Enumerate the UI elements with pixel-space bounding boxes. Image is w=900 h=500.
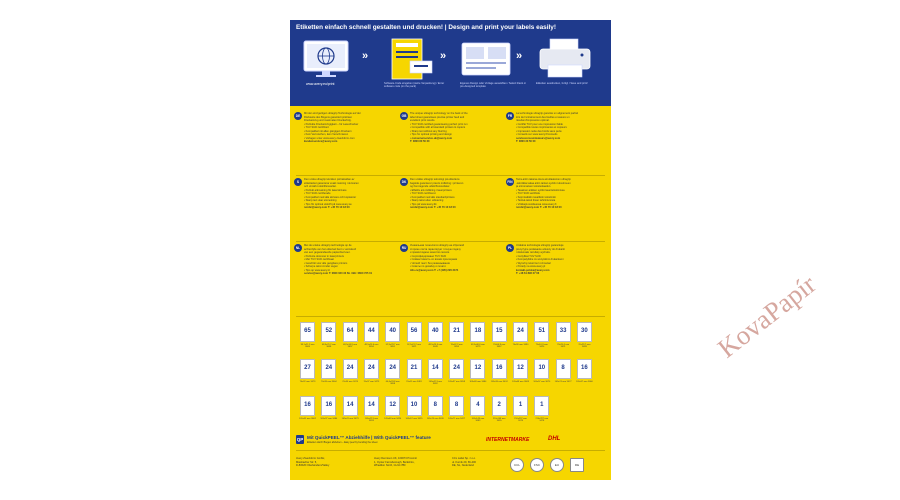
label-size-code: 70x41 mm 3481 (406, 381, 422, 383)
label-size-code: 105x71 mm 3427 (448, 418, 466, 420)
label-size-code: 70x16,9 mm 3420 (535, 344, 548, 348)
label-size-code: 105x37 mm 3660 (575, 381, 593, 383)
label-size-code: 210x297 mm 3478 (514, 418, 527, 422)
label-size-code: 70x42,3 mm 3653 (450, 344, 463, 348)
label-size-code: 70x35 mm 3664 (320, 381, 337, 383)
lang-line: • Impression nette des bords sans perte (516, 129, 562, 133)
label-size-code: 48,5x25,4 mm 3654 (364, 344, 379, 348)
lang-block-fr (506, 112, 608, 172)
lang-line: • Skarp tekst uden udtværing (410, 199, 444, 202)
label-count: 8 (561, 365, 565, 371)
label-size-code: 105x57 mm 3425 (405, 418, 423, 420)
lang-contact: serviceconsommateurs@avery.com (516, 136, 561, 140)
label-count: 56 (410, 328, 418, 334)
label-count: 51 (538, 328, 546, 334)
section-divider (296, 241, 605, 242)
lang-line: • Vorlagen unter www.avery-zweckform.com (304, 136, 355, 140)
language-badge: DK (401, 180, 407, 184)
print-instructions-banner (290, 20, 611, 106)
lang-line: • TÜV SÜD certifierade (304, 192, 331, 195)
label-size-code: 105x42,3 mm 3652 (428, 381, 442, 385)
lang-line: La technologie ultragrip garantie un alignement parfait (516, 112, 579, 115)
footer-line: CCL Label Sp. z o.o. (452, 457, 476, 460)
label-size-code: 105x35 mm 3424 (490, 381, 508, 383)
lang-line: • TÜV SÜD certificeret (410, 192, 436, 195)
label-size-code: 105x37 mm 3659 (448, 381, 466, 383)
label-count: 14 (431, 365, 439, 371)
lang-line: Unikalna technologia ultragrip gwarantuje (516, 244, 564, 247)
internetmarke-logo: INTERNETMARKE (486, 437, 530, 443)
product-label-thumb (470, 359, 485, 379)
label-size-code: 105x42,3 mm 3653 (364, 418, 379, 422)
label-count: 65 (304, 328, 311, 334)
label-count: 40 (389, 328, 397, 334)
label-size-code: 52,5x21,2 mm 3421 (407, 344, 421, 348)
label-count: 1 (540, 402, 544, 408)
label-count: 40 (431, 328, 439, 334)
lang-line: • Wyraźny tekst bez rozmazań (516, 261, 551, 265)
lang-line: och utmärkt utskriftsresultat. (304, 185, 337, 188)
label-count: 12 (474, 365, 482, 371)
step-printer-caption: Etiketten ausdrucken, fertig! / Save and print! (536, 82, 588, 85)
footer-line: Miesbacher Str. 5, (296, 460, 317, 464)
label-size-code: 48,5x25,4 mm 3649 (428, 344, 443, 348)
language-badge: NL (295, 246, 301, 250)
label-count: 12 (517, 365, 524, 371)
monitor-globe-icon (298, 37, 354, 81)
label-size-code: 105x48 mm 3484 (469, 381, 487, 383)
label-count: 14 (368, 402, 375, 408)
label-count: 21 (453, 328, 460, 334)
footer-line: ul. Kurnik 29, 66-400 (452, 460, 476, 464)
lang-line: Rückseite des Bogens garantiert präzisen (304, 115, 353, 119)
lang-line: • Sharp text without any blurring (410, 129, 447, 133)
step-template-caption: Eigenes Design oder Vorlage auswählen / Select blank or pre-designed template (460, 82, 527, 89)
language-badge: PL (507, 246, 513, 250)
label-size-code: 48,5x21,2 mm 3668 (321, 344, 336, 348)
product-label-thumb (556, 322, 571, 342)
label-size-code: 105x57 mm 3670 (533, 381, 551, 383)
lang-block-dk (400, 178, 502, 238)
label-count: 30 (581, 328, 588, 334)
product-label-thumb (385, 322, 400, 342)
lang-line: • Certyfikat TÜV SÜD (516, 254, 541, 258)
lang-block-pl (506, 244, 608, 314)
lang-line: ja erinomaisen tulostuslaadun. (516, 185, 552, 188)
label-size-code: 70x50,8 mm 3667 (493, 344, 506, 348)
lang-line: и превосходное качество печати. (410, 251, 450, 254)
label-size-code: 105x41 mm 3479 (341, 418, 359, 420)
label-count: 16 (581, 365, 588, 371)
footer-line: Whaddon North, GU14 7BF (374, 464, 406, 467)
lang-line: • TÜV SÜD sertifioitu (516, 192, 541, 195)
section-divider (296, 175, 605, 176)
lang-line: • Terävä teksti ilman tahriintumista (516, 199, 556, 202)
language-badge: FIN (507, 180, 513, 184)
lang-line: The unique ultragrip technology on the back of the (410, 112, 468, 115)
label-count: 44 (368, 328, 375, 334)
lang-line: • Чёткий текст без размазывания (410, 261, 450, 265)
lang-line: • Porady na www.avery.pl (516, 265, 546, 268)
lang-line: Met de unieke ultragrip technologie op de (304, 244, 352, 247)
product-label-thumb (428, 396, 443, 416)
lang-contact: info-ru@avery.com T: +7 (495) 226 3474 (410, 268, 459, 272)
arrow-icon: » (362, 50, 369, 62)
lang-line: • Compatible with all standard printers & copiers (410, 126, 466, 129)
ccl-logo: CCL (510, 458, 524, 472)
banner-title: Etiketten einfach schnell gestalten und drucken! | Design and print your labels easily! (296, 24, 556, 31)
lang-line: • Kompatibel mit allen gängigen Druckern (304, 129, 352, 133)
product-label-thumb (343, 396, 358, 416)
lang-contact: kundenservice@avery.com (304, 140, 338, 143)
label-count: 24 (368, 365, 375, 371)
quickpeel-title: Mit QuickPEEL™ Abziehhilfe | With QuickPEEL™ feature (307, 435, 431, 440)
lang-line: • Perfecte doorvoer in laserprinters (304, 254, 344, 258)
lang-line: • Tips på www.avery.dk (410, 202, 437, 206)
language-badge: S (294, 178, 302, 186)
lang-contact: kontakt-polska@avery.com (516, 268, 550, 272)
product-label-thumb (513, 396, 528, 416)
section-divider (296, 450, 605, 451)
label-size-code: 70x32 mm 3479 (299, 381, 316, 383)
product-label-thumb (321, 396, 336, 416)
lang-line: • Kompatybilne ze wszystkimi drukarkami (516, 258, 564, 261)
lang-line: • Perfekte Druckeinzügigkeit – für Laserdrucker (304, 122, 359, 126)
product-label-thumb (364, 396, 379, 416)
eu-ecolabel-logo: EU (550, 458, 564, 472)
product-label-thumb (300, 359, 315, 379)
lang-contact: • consumerservice-uk@avery.com (410, 136, 453, 140)
lang-block-de (294, 112, 396, 172)
lang-line: • Skarp text utan utsmetning (304, 199, 337, 202)
lang-line: excellent print results. (410, 119, 436, 122)
lang-line: og fremragende udskriftsresultater. (410, 185, 451, 188)
lang-line: • Geschikt voor alle gangbare printers (304, 261, 348, 265)
lang-line: стороне листа гарантирует точную подачу (410, 247, 461, 251)
product-label-thumb (364, 359, 379, 379)
product-label-thumb (577, 359, 592, 379)
step-monitor (298, 37, 358, 92)
label-count: 2 (497, 402, 501, 408)
product-label-thumb (449, 396, 464, 416)
lang-contact: service@avery.com T: 0800 020 33 NL / BE: 0800 725 01 (304, 272, 373, 275)
label-size-code: 105x48 mm 3669 (512, 381, 529, 383)
label-size-code: 38,1x21,2 mm 3666 (300, 344, 315, 348)
printer-icon (536, 37, 596, 81)
label-size-code: 64,6x33,8 mm 3658 (385, 381, 400, 385)
product-label-thumb (428, 359, 443, 379)
product-sheet (290, 20, 611, 480)
footer-line: DE, NL, Nederland (452, 464, 474, 467)
label-count: 64 (346, 328, 354, 334)
label-count: 14 (346, 402, 354, 408)
language-badge: GB (401, 114, 407, 118)
template-icon (460, 37, 516, 81)
label-count: 4 (476, 402, 480, 408)
label-count: 16 (325, 402, 333, 408)
quickpeel-subtitle: Etiketten durch Biegen abziehen – Easy peel by bending the sheet (307, 441, 378, 444)
lang-line: • Сертифицировано TÜV SÜD (410, 254, 447, 258)
lang-line: Den unika ultragrip tekniken på baksidan av (304, 178, 355, 181)
product-label-thumb (407, 396, 422, 416)
product-label-thumb (343, 322, 358, 342)
lang-line: label sheet guarantees precise printer feed and (410, 115, 465, 119)
footer-line: Avery Dennison UK, 100073 Proximit (374, 457, 417, 460)
label-size-code: 70x36 mm 3490 (512, 344, 529, 346)
lang-line: i doskonałe rezultaty wydruku. (516, 251, 551, 254)
product-label-thumb (534, 322, 549, 342)
lang-line: • Effektiv ark-indføring i laserprintere (410, 188, 452, 192)
lang-line: -tekniikka takaa arkin tarkan syötön tulostimeen (516, 181, 571, 185)
label-count: 8 (433, 402, 437, 408)
product-label-thumb (385, 359, 400, 379)
label-size-code: 48,5x16,9 mm 3657 (343, 344, 358, 348)
recycling-logo: RE (570, 458, 584, 472)
label-count: 52 (325, 328, 333, 334)
lang-line: etikettarket garanterar exakt matning i skrivaren (304, 181, 359, 185)
label-count: 10 (410, 402, 418, 408)
lang-line: Druckeinzug und maximalen Druckerfolg. (304, 119, 352, 122)
lang-line: • Советы по дизайну и печати (410, 265, 446, 268)
product-label-thumb (470, 322, 485, 342)
label-size-code: 105x48 mm 3424 (384, 418, 402, 420)
label-size-code: 105x148 mm 3483 (471, 418, 485, 422)
product-label-thumb (492, 359, 507, 379)
product-label-thumb (300, 396, 315, 416)
lang-contact: nordic@avery.com T: +45 70 10 18 00 (410, 206, 456, 209)
lang-line: • Conseils sur www.avery.fr/conseils (516, 133, 558, 136)
lang-line: Уникальная технология ultragrip на обратной (410, 244, 465, 247)
lang-line: • Perfekt arkmatning för laserskrivare (304, 188, 347, 192)
lang-line: • Scherpe tekst zonder vegen (304, 265, 338, 268)
lang-line: • Tips op www.avery.nl (304, 268, 330, 272)
lang-line: Mit der einzigartigen ultragrip Technologie auf der (304, 112, 361, 115)
label-count: 16 (495, 365, 503, 371)
label-count: 1 (518, 402, 523, 408)
product-label-thumb (300, 322, 315, 342)
lang-line: lors de l'entraînement des feuilles et assure un (516, 115, 570, 119)
product-label-thumb (513, 322, 528, 342)
label-count: 18 (474, 328, 482, 334)
lang-line: • Kompatibel med alle standardprintere (410, 195, 455, 199)
lang-line: • TÜV SÜD certified guaranteeing perfect print run (410, 122, 468, 126)
lang-contact: nordic@avery.com T: +45 70 10 18 00 (304, 206, 350, 209)
label-size-code: 70x25,4 mm 3421 (557, 344, 570, 348)
lang-block-fin (506, 178, 608, 238)
code-sheet-icon (384, 37, 440, 81)
label-count: 21 (410, 365, 418, 371)
label-size-code: 105x74 mm 3427 (554, 381, 572, 383)
footer-line: Avery Zweckform GmbH, (296, 457, 325, 460)
label-count: 33 (559, 328, 567, 334)
watermark-kovapapir: KovaPapír (712, 268, 822, 364)
label-count: 12 (389, 402, 397, 408)
label-size-code: 105x37 mm 3484 (320, 418, 338, 420)
arrow-icon: » (516, 50, 523, 62)
lang-block-ru (400, 244, 502, 314)
lang-line: van een gegarandeerde papierdoorvoer. (304, 251, 351, 254)
lang-line: • Kompatibel med alla skrivare och kopiatorer (304, 195, 357, 199)
product-label-thumb (470, 396, 485, 416)
product-label-thumb (534, 359, 549, 379)
label-size-code: 210x148 mm 3655 (492, 418, 506, 422)
quickpeel-bar (296, 435, 605, 444)
quickpeel-logo: QP (296, 437, 304, 442)
label-size-code: 52,5x29,7 mm 3651 (385, 344, 400, 348)
product-label-thumb (492, 396, 507, 416)
label-size-code: 105x35 mm 3662 (299, 418, 316, 420)
lang-line: • Tips för optimal utskrift på www.avery.se (304, 202, 352, 206)
lang-block-gb (400, 112, 502, 172)
lang-line: achterzijde van het etiketvel bent u verzekerd (304, 247, 357, 251)
label-size-code: 70x29,7 mm 3489 (578, 344, 591, 348)
product-label-thumb (449, 322, 464, 342)
lang-line: Tarra-arkin takana oleva ainutlaatuinen ultragrip (516, 178, 571, 181)
label-size-code: 105x74 mm 3426 (426, 418, 444, 420)
product-label-thumb (407, 359, 422, 379)
product-label-thumb (321, 359, 336, 379)
lang-line: • Tasainen arkkien syöttö lasertulostimissa (516, 188, 565, 192)
product-label-thumb (385, 396, 400, 416)
label-count: 24 (453, 365, 460, 371)
label-count: 10 (538, 365, 546, 371)
section-divider (296, 316, 605, 317)
lang-line: • Vinkkejä osoitteessa www.avery.fi (516, 202, 557, 206)
lang-line: • Certifié TÜV pour une impression fiable (516, 122, 563, 126)
product-label-thumb (321, 322, 336, 342)
footer-address-pl (452, 457, 506, 468)
label-count: 8 (454, 402, 459, 408)
label-size-code: 70x37 mm 3475 (363, 381, 380, 383)
product-label-thumb (343, 359, 358, 379)
product-label-thumb (407, 322, 422, 342)
label-size-code: 210x297 mm 3478 (535, 418, 549, 422)
label-count: 16 (304, 402, 311, 408)
label-size-code: 63,5x46,6 mm 3479 (470, 344, 485, 348)
lang-line: • Compatible toutes imprimantes et copieurs (516, 126, 567, 129)
fsc-logo: FSC (530, 458, 544, 472)
lang-line: • Совместимость со всеми принтерами (410, 258, 458, 261)
label-count: 24 (389, 365, 397, 371)
label-count: 24 (346, 365, 354, 371)
lang-contact: nordic@avery.com T: +45 70 10 18 00 (516, 206, 562, 209)
lang-contact: T: 0800 30 50 00 (516, 140, 536, 143)
product-label-thumb (492, 322, 507, 342)
lang-line: Den unikke ultragrip teknologi på etikettens (410, 178, 460, 181)
language-badge: DE (295, 114, 301, 118)
step-code-caption: Software-Code eingeben (siehe Verpackung) / Enter software code (on the pack) (384, 82, 445, 89)
label-count: 27 (304, 365, 311, 371)
lang-block-nl (294, 244, 396, 314)
product-label-thumb (364, 322, 379, 342)
lang-contact: T: 0800 80 50 20 (410, 140, 430, 143)
lang-line: • Tips for optimal printing and design (410, 133, 452, 136)
footer-line: 1, Oyster Farnsborough, Berkshire, (374, 460, 415, 464)
language-badge: RU (401, 246, 407, 250)
lang-line: résultat d'impression optimal. (516, 119, 550, 122)
lang-line: bagside garanterer præcis indføring i printeren (410, 181, 464, 185)
lang-contact: T: +48 61 896 27 06 (516, 272, 540, 275)
product-label-thumb (577, 322, 592, 342)
lang-block-s (294, 178, 396, 238)
label-count: 15 (495, 328, 503, 334)
avery-print-url: www.avery.eu/print (306, 82, 335, 86)
dhl-logo: DHL (548, 436, 586, 444)
footer-address-de (296, 457, 370, 468)
lang-line: • Sopii kaikkiin tavallisiin tulostimiin (516, 195, 557, 199)
footer-address-uk (374, 457, 448, 468)
label-count: 24 (517, 328, 524, 334)
lang-line: • Kein Verrutschen, kein Verschmieren (304, 133, 349, 136)
language-badge: FR (507, 114, 513, 118)
lang-line: • Met TÜV SÜD certificaat (304, 258, 334, 261)
product-label-thumb (534, 396, 549, 416)
footer-line: D-83626 Oberlaindern/Valley (296, 464, 330, 467)
product-label-thumb (556, 359, 571, 379)
product-label-thumb (449, 359, 464, 379)
arrow-icon: » (440, 50, 447, 62)
lang-line: precyzyjne podawanie arkuszy do drukarki (516, 247, 565, 251)
product-label-thumb (428, 322, 443, 342)
label-count: 24 (325, 365, 333, 371)
product-label-thumb (513, 359, 528, 379)
lang-line: • TÜV SÜD zertifiziert (304, 126, 329, 129)
label-size-code: 70x36 mm 3474 (342, 381, 358, 383)
